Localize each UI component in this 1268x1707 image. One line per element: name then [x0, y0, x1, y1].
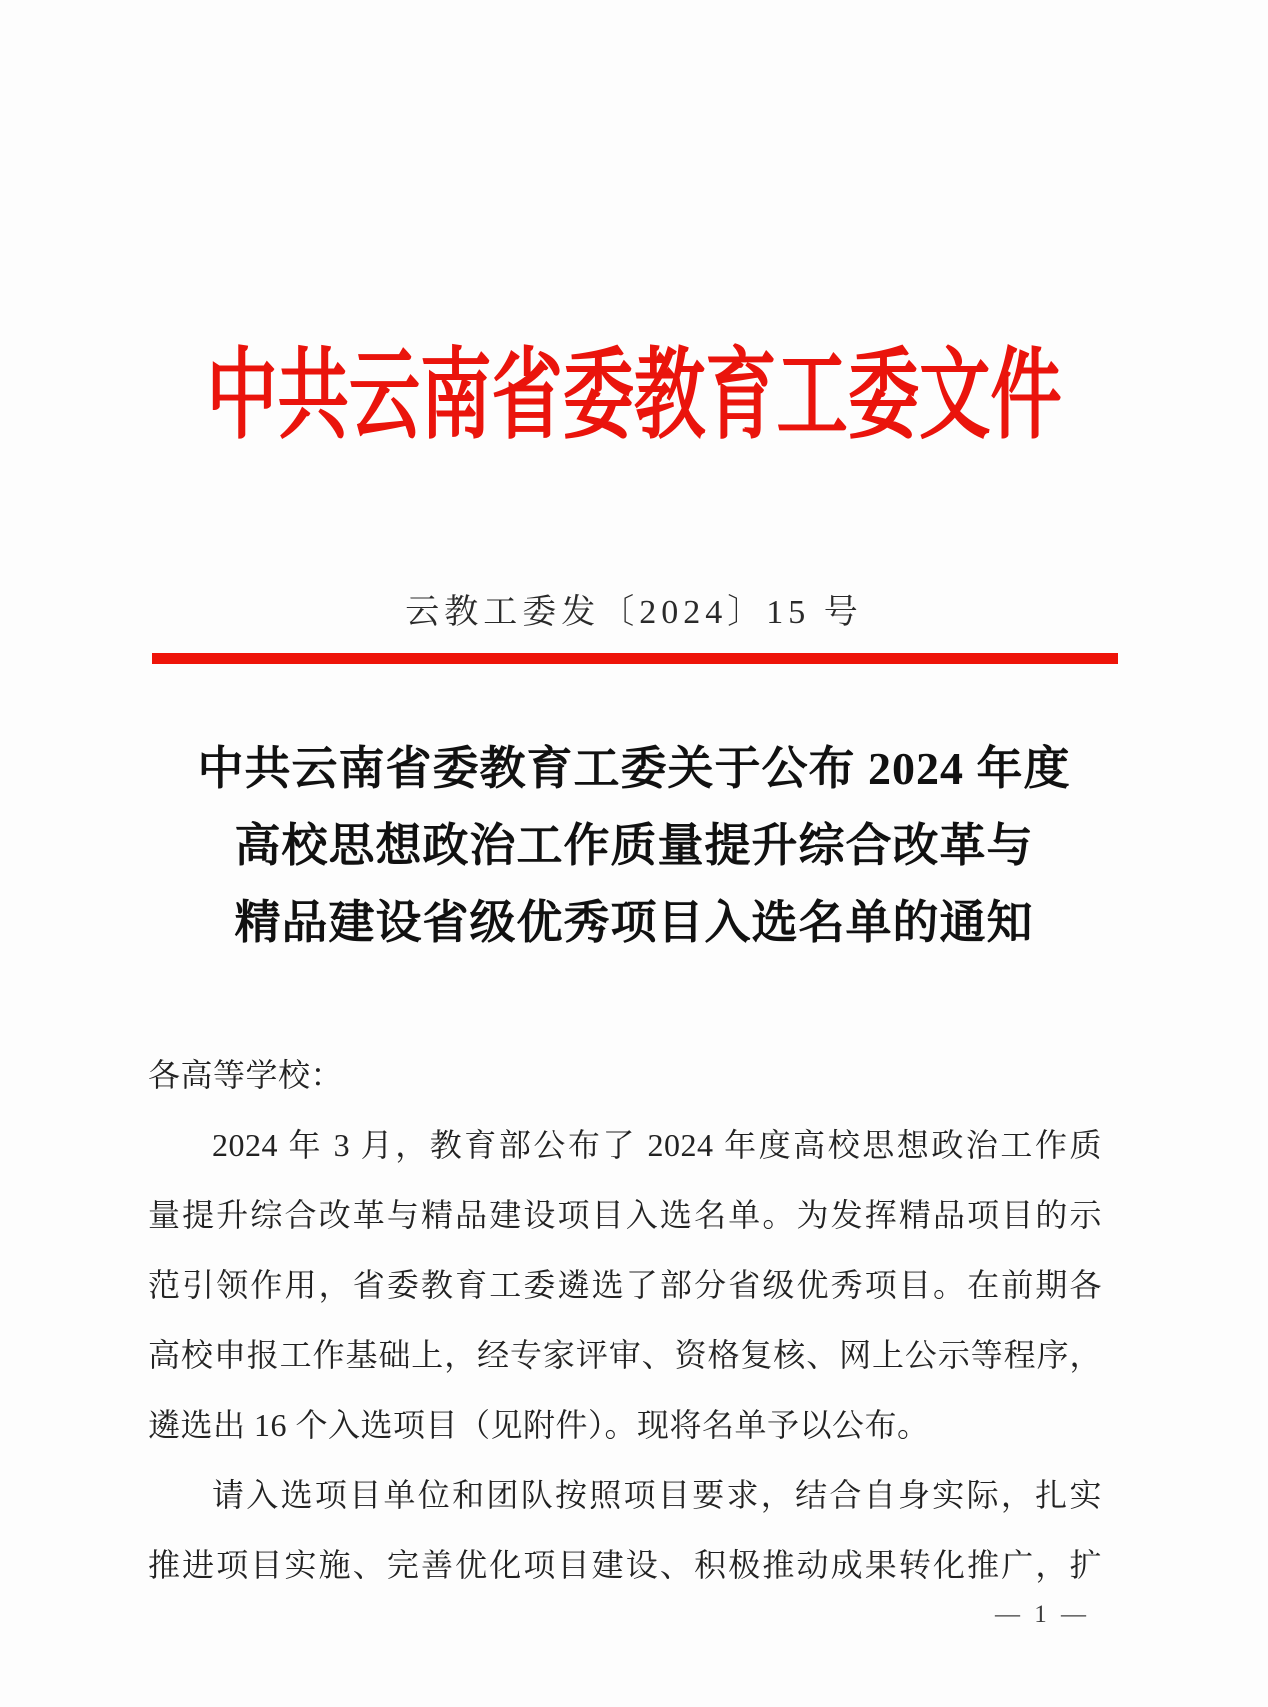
- letterhead-title: 中共云南省委教育工委文件: [206, 342, 1062, 451]
- document-number: 云教工委发〔2024〕15 号: [405, 594, 863, 631]
- body-line: 遴选出 16 个入选项目（见附件）。现将名单予以公布。: [148, 1407, 930, 1443]
- document-body: [148, 1040, 1102, 1600]
- body-line: 推进项目实施、完善优化项目建设、积极推动成果转化推广，扩: [148, 1547, 1102, 1583]
- body-line: 量提升综合改革与精品建设项目入选名单。为发挥精品项目的示: [148, 1197, 1102, 1233]
- page-number: — 1 —: [995, 1601, 1090, 1628]
- notice-title-line-1: 中共云南省委教育工委关于公布 2024 年度: [197, 743, 1071, 794]
- body-line: 请入选项目单位和团队按照项目要求，结合自身实际，扎实: [212, 1477, 1102, 1513]
- body-line: 2024 年 3 月，教育部公布了 2024 年度高校思想政治工作质: [212, 1127, 1102, 1163]
- body-line: 范引领作用，省委教育工委遴选了部分省级优秀项目。在前期各: [148, 1267, 1102, 1303]
- red-divider-line: [152, 653, 1118, 664]
- notice-title-line-3: 精品建设省级优秀项目入选名单的通知: [234, 897, 1034, 948]
- notice-title: [92, 730, 1176, 961]
- body-line: 高校申报工作基础上，经专家评审、资格复核、网上公示等程序，: [148, 1337, 1102, 1373]
- salutation: 各高等学校：: [148, 1057, 344, 1093]
- notice-title-line-2: 高校思想政治工作质量提升综合改革与: [234, 820, 1034, 871]
